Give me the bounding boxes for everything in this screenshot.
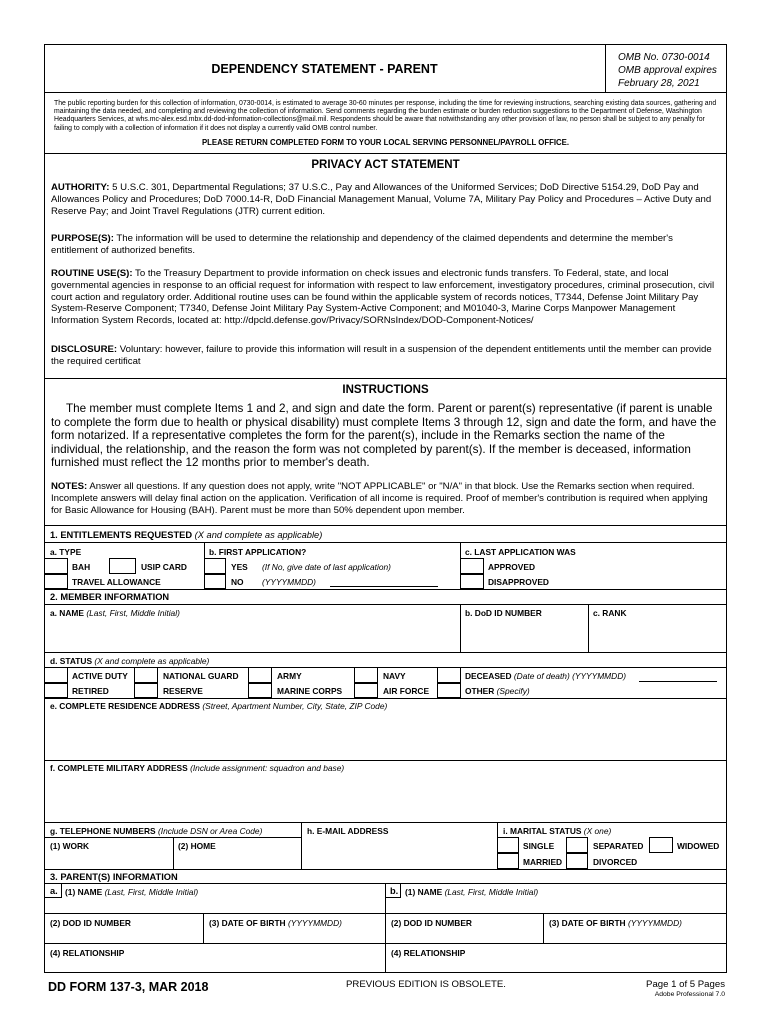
navy-label: NAVY — [383, 671, 406, 681]
telephone-label-text: g. TELEPHONE NUMBERS — [50, 826, 156, 836]
separated-checkbox[interactable] — [566, 837, 588, 853]
disclosure-label: DISCLOSURE: — [51, 344, 118, 355]
air-force-checkbox[interactable] — [354, 683, 378, 698]
routine-text: To the Treasury Department to provide information on check issues and electronic funds transfers. To Federal, state, and local governmental agencies in response to an official request for information with respect to law enforcement, investigatory procedures, criminal prosecution, civil court action and regulatory order. Additional routine uses can be found within the applicable system of records notices, T7344, Defense Joint Military Pay System-Reserve Component; T7340, Defense Joint Military Pay System-Active Component; and M01040-3, Marine Corps Manpower Management Information System Records, located at: http://dpcld.defense.gov/Privacy/SORNsIndex/DOD-Component-Notices/ — [51, 268, 715, 327]
routine-paragraph — [51, 268, 719, 327]
member-name-label-text: a. NAME — [50, 608, 84, 618]
form-number: DD FORM 137-3, MAR 2018 — [48, 980, 209, 994]
section1-title-text: 1. ENTITLEMENTS REQUESTED — [50, 530, 193, 540]
bah-label: BAH — [72, 562, 91, 572]
section1-title — [50, 530, 322, 540]
rank-label: c. RANK — [593, 608, 627, 618]
parent-b-dob-note: (YYYYMMDD) — [627, 918, 682, 928]
reserve-label: RESERVE — [163, 686, 203, 696]
member-name-note: (Last, First, Middle Initial) — [86, 608, 180, 618]
parent-a-name-note: (Last, First, Middle Initial) — [104, 887, 199, 897]
status-note: (X and complete as applicable) — [94, 656, 210, 666]
parent-b-dod-id-label: (2) DOD ID NUMBER — [391, 918, 472, 928]
type-label: a. TYPE — [50, 547, 82, 557]
widowed-checkbox[interactable] — [649, 837, 673, 853]
purpose-label: PURPOSE(S): — [51, 233, 114, 244]
travel-allowance-checkbox[interactable] — [44, 574, 68, 589]
retired-checkbox[interactable] — [44, 683, 68, 698]
parent-a-relationship-label: (4) RELATIONSHIP — [50, 948, 125, 958]
section3-title: 3. PARENT(S) INFORMATION — [50, 872, 178, 882]
approved-label: APPROVED — [488, 562, 536, 572]
dod-id-label: b. DoD ID NUMBER — [465, 608, 542, 618]
parent-a-name-label-text: (1) NAME — [65, 887, 103, 897]
instructions-title: INSTRUCTIONS — [342, 384, 429, 396]
instructions-body: The member must complete Items 1 and 2, and sign and date the form. Parent or parent(s) representative (if parent is unable to complete the form due to health or physical disability) must complete Items 3 through 12, sign and date the form, and have the form notarized. If a representative completes the form for the parent(s), include in the Remarks section the name of the individual, the relationship, and the reason the form was not completed by parent(s). If the member is deceased, information furnished must reflect the 12 months prior to member's death. — [51, 402, 717, 470]
disclosure-paragraph — [51, 344, 719, 368]
first-application-label: b. FIRST APPLICATION? — [209, 547, 307, 557]
military-address-field[interactable] — [45, 774, 726, 821]
last-application-date-line[interactable] — [330, 586, 438, 587]
page-indicator: Page 1 of 5 Pages — [646, 979, 725, 990]
parent-b-dob-field[interactable] — [544, 928, 726, 942]
air-force-label: AIR FORCE — [383, 686, 430, 696]
military-address-label — [50, 763, 344, 773]
divorced-checkbox[interactable] — [566, 853, 588, 869]
notes-paragraph — [51, 481, 719, 516]
army-label: ARMY — [277, 671, 302, 681]
parent-a-dod-id-field[interactable] — [45, 928, 202, 942]
no-label: NO — [231, 577, 244, 587]
marital-status-label-text: i. MARITAL STATUS — [503, 826, 582, 836]
first-application-no-checkbox[interactable] — [204, 574, 226, 589]
work-phone-field[interactable] — [45, 850, 172, 868]
other-checkbox[interactable] — [437, 683, 461, 698]
parent-b-name-label — [405, 887, 538, 897]
deceased-checkbox[interactable] — [437, 667, 461, 683]
parent-a-dob-label-text: (3) DATE OF BIRTH — [209, 918, 286, 928]
divorced-label: DIVORCED — [593, 857, 638, 867]
parent-a-relationship-field[interactable] — [45, 958, 384, 972]
active-duty-checkbox[interactable] — [44, 667, 68, 683]
yes-note: (If No, give date of last application) — [262, 562, 391, 572]
disclosure-text: Voluntary: however, failure to provide this information will result in a suspension of the dependent entitlements until the member can provide the required certificat — [51, 344, 712, 367]
residence-address-label-text: e. COMPLETE RESIDENCE ADDRESS — [50, 701, 200, 711]
parent-a-dod-id-label: (2) DOD ID NUMBER — [50, 918, 131, 928]
travel-allowance-label: TRAVEL ALLOWANCE — [72, 577, 161, 587]
section1-title-note: (X and complete as applicable) — [194, 530, 323, 540]
first-application-yes-checkbox[interactable] — [204, 558, 226, 574]
parent-b-name-label-text: (1) NAME — [405, 887, 443, 897]
return-notice: PLEASE RETURN COMPLETED FORM TO YOUR LOCAL SERVING PERSONNEL/PAYROLL OFFICE. — [201, 138, 570, 147]
marine-corps-checkbox[interactable] — [248, 683, 272, 698]
burden-statement: The public reporting burden for this collection of information, 0730-0014, is estimated to average 30-60 minutes per response, including the time for reviewing instructions, searching existing data sources, gathering and maintaining the data needed, and completing and reviewing the collection of information. Send comments regarding the burden estimate or burden reduction suggestions to the Department of Defense, Washington Headquarters Services, at whs.mc-alex.esd.mbx.dd-dod-information-collections@mail.mil. Respondents should be aware that notwithstanding any other provision of law, no person shall be subject to any penalty for failing to comply with a collection of information if it does not display a currently valid OMB control number. — [54, 100, 717, 132]
separated-label: SEPARATED — [593, 841, 644, 851]
widowed-label: WIDOWED — [677, 841, 720, 851]
national-guard-label: NATIONAL GUARD — [163, 671, 239, 681]
home-phone-label: (2) HOME — [178, 841, 216, 851]
parent-b-dob-label-text: (3) DATE OF BIRTH — [549, 918, 626, 928]
parent-a-dob-field[interactable] — [204, 928, 384, 942]
marital-status-label — [503, 826, 611, 836]
disapproved-checkbox[interactable] — [460, 574, 484, 589]
approved-checkbox[interactable] — [460, 558, 484, 574]
reserve-checkbox[interactable] — [134, 683, 158, 698]
parent-b-dod-id-field[interactable] — [386, 928, 542, 942]
authority-label: AUTHORITY: — [51, 182, 110, 193]
notes-label: NOTES: — [51, 481, 88, 492]
deceased-label — [465, 671, 626, 681]
deceased-label-text: DECEASED — [465, 671, 512, 681]
marital-status-note: (X one) — [583, 826, 612, 836]
purpose-text: The information will be used to determine the relationship and dependency of the claimed dependents and determine the member's entitlement of authorized benefits. — [51, 233, 673, 256]
status-label-text: d. STATUS — [50, 656, 93, 666]
omb-date: February 28, 2021 — [618, 78, 700, 89]
usip-card-label: USIP CARD — [141, 562, 187, 572]
national-guard-checkbox[interactable] — [134, 667, 158, 683]
parent-a-marker: a. — [50, 886, 58, 896]
email-field[interactable] — [302, 837, 496, 868]
privacy-title: PRIVACY ACT STATEMENT — [311, 159, 460, 171]
marine-corps-label: MARINE CORPS — [277, 686, 343, 696]
parent-b-name-note: (Last, First, Middle Initial) — [444, 887, 539, 897]
military-address-label-text: f. COMPLETE MILITARY ADDRESS — [50, 763, 188, 773]
military-address-note: (Include assignment: squadron and base) — [190, 763, 345, 773]
member-name-label — [50, 608, 180, 618]
dod-id-field[interactable] — [461, 618, 587, 652]
last-application-label: c. LAST APPLICATION WAS — [465, 547, 576, 557]
date-of-death-line[interactable] — [639, 681, 717, 682]
software-note: Adobe Professional 7.0 — [654, 991, 725, 998]
edition-notice: PREVIOUS EDITION IS OBSOLETE. — [346, 979, 506, 990]
parent-b-marker: b. — [390, 886, 399, 896]
bah-checkbox[interactable] — [44, 558, 68, 574]
married-checkbox[interactable] — [497, 853, 519, 869]
member-name-field[interactable] — [45, 618, 459, 652]
omb-number: OMB No. 0730-0014 — [618, 52, 710, 63]
parent-b-name-field[interactable] — [386, 898, 726, 912]
navy-checkbox[interactable] — [354, 667, 378, 683]
parent-a-dob-note: (YYYYMMDD) — [287, 918, 342, 928]
yes-label: YES — [231, 562, 248, 572]
usip-card-checkbox[interactable] — [109, 558, 136, 574]
other-label-text: OTHER — [465, 686, 495, 696]
married-label: MARRIED — [523, 857, 563, 867]
purpose-paragraph — [51, 233, 719, 257]
other-note: (Specify) — [496, 686, 530, 696]
section2-title: 2. MEMBER INFORMATION — [50, 592, 170, 602]
email-label: h. E-MAIL ADDRESS — [307, 826, 389, 836]
status-label — [50, 656, 209, 666]
routine-label: ROUTINE USE(S): — [51, 268, 133, 279]
residence-address-field[interactable] — [45, 712, 726, 759]
residence-address-note: (Street, Apartment Number, City, State, ZIP Code) — [202, 701, 388, 711]
parent-b-relationship-label: (4) RELATIONSHIP — [391, 948, 466, 958]
rank-field[interactable] — [589, 618, 726, 652]
authority-paragraph — [51, 182, 719, 217]
other-label — [465, 686, 530, 696]
active-duty-label: ACTIVE DUTY — [72, 671, 128, 681]
parent-b-relationship-field[interactable] — [386, 958, 726, 972]
single-label: SINGLE — [523, 841, 555, 851]
authority-text: 5 U.S.C. 301, Departmental Regulations; 37 U.S.C., Pay and Allowances of the Uniformed Services; DoD Directive 5154.29, DoD Pay and Allowances Policy and Procedures; DoD 7000.14-R, DoD Financial Management Manual, Volume 7A, Military Pay Policy and Procedures – Active Duty and Reserve Pay; and Joint Travel Regulations (JTR) current edition. — [51, 182, 712, 217]
disapproved-label: DISAPPROVED — [488, 577, 549, 587]
parent-b-dob-label — [549, 918, 682, 928]
no-date-note: (YYYYMMDD) — [262, 577, 316, 587]
parent-a-name-label — [65, 887, 198, 897]
parent-a-dob-label — [209, 918, 342, 928]
work-phone-label: (1) WORK — [50, 841, 90, 851]
parent-a-name-field[interactable] — [45, 898, 384, 912]
home-phone-field[interactable] — [174, 850, 300, 868]
omb-expires: OMB approval expires — [618, 65, 717, 76]
telephone-label — [50, 826, 262, 836]
deceased-note: (Date of death) (YYYYMMDD) — [513, 671, 627, 681]
single-checkbox[interactable] — [497, 837, 519, 853]
residence-address-label — [50, 701, 387, 711]
army-checkbox[interactable] — [248, 667, 272, 683]
notes-text: Answer all questions. If any question does not apply, write "NOT APPLICABLE" or "N/A" in that block. Use the Remarks section when required. Incomplete answers will delay final action on the application. Verification of all income is required. Proof of member's contribution is required when applying for Basic Allowance for Housing (BAH). Parent must be more than 50% dependent upon member. — [51, 481, 708, 516]
telephone-note: (Include DSN or Area Code) — [157, 826, 263, 836]
retired-label: RETIRED — [72, 686, 109, 696]
form-title: DEPENDENCY STATEMENT - PARENT — [211, 62, 438, 76]
